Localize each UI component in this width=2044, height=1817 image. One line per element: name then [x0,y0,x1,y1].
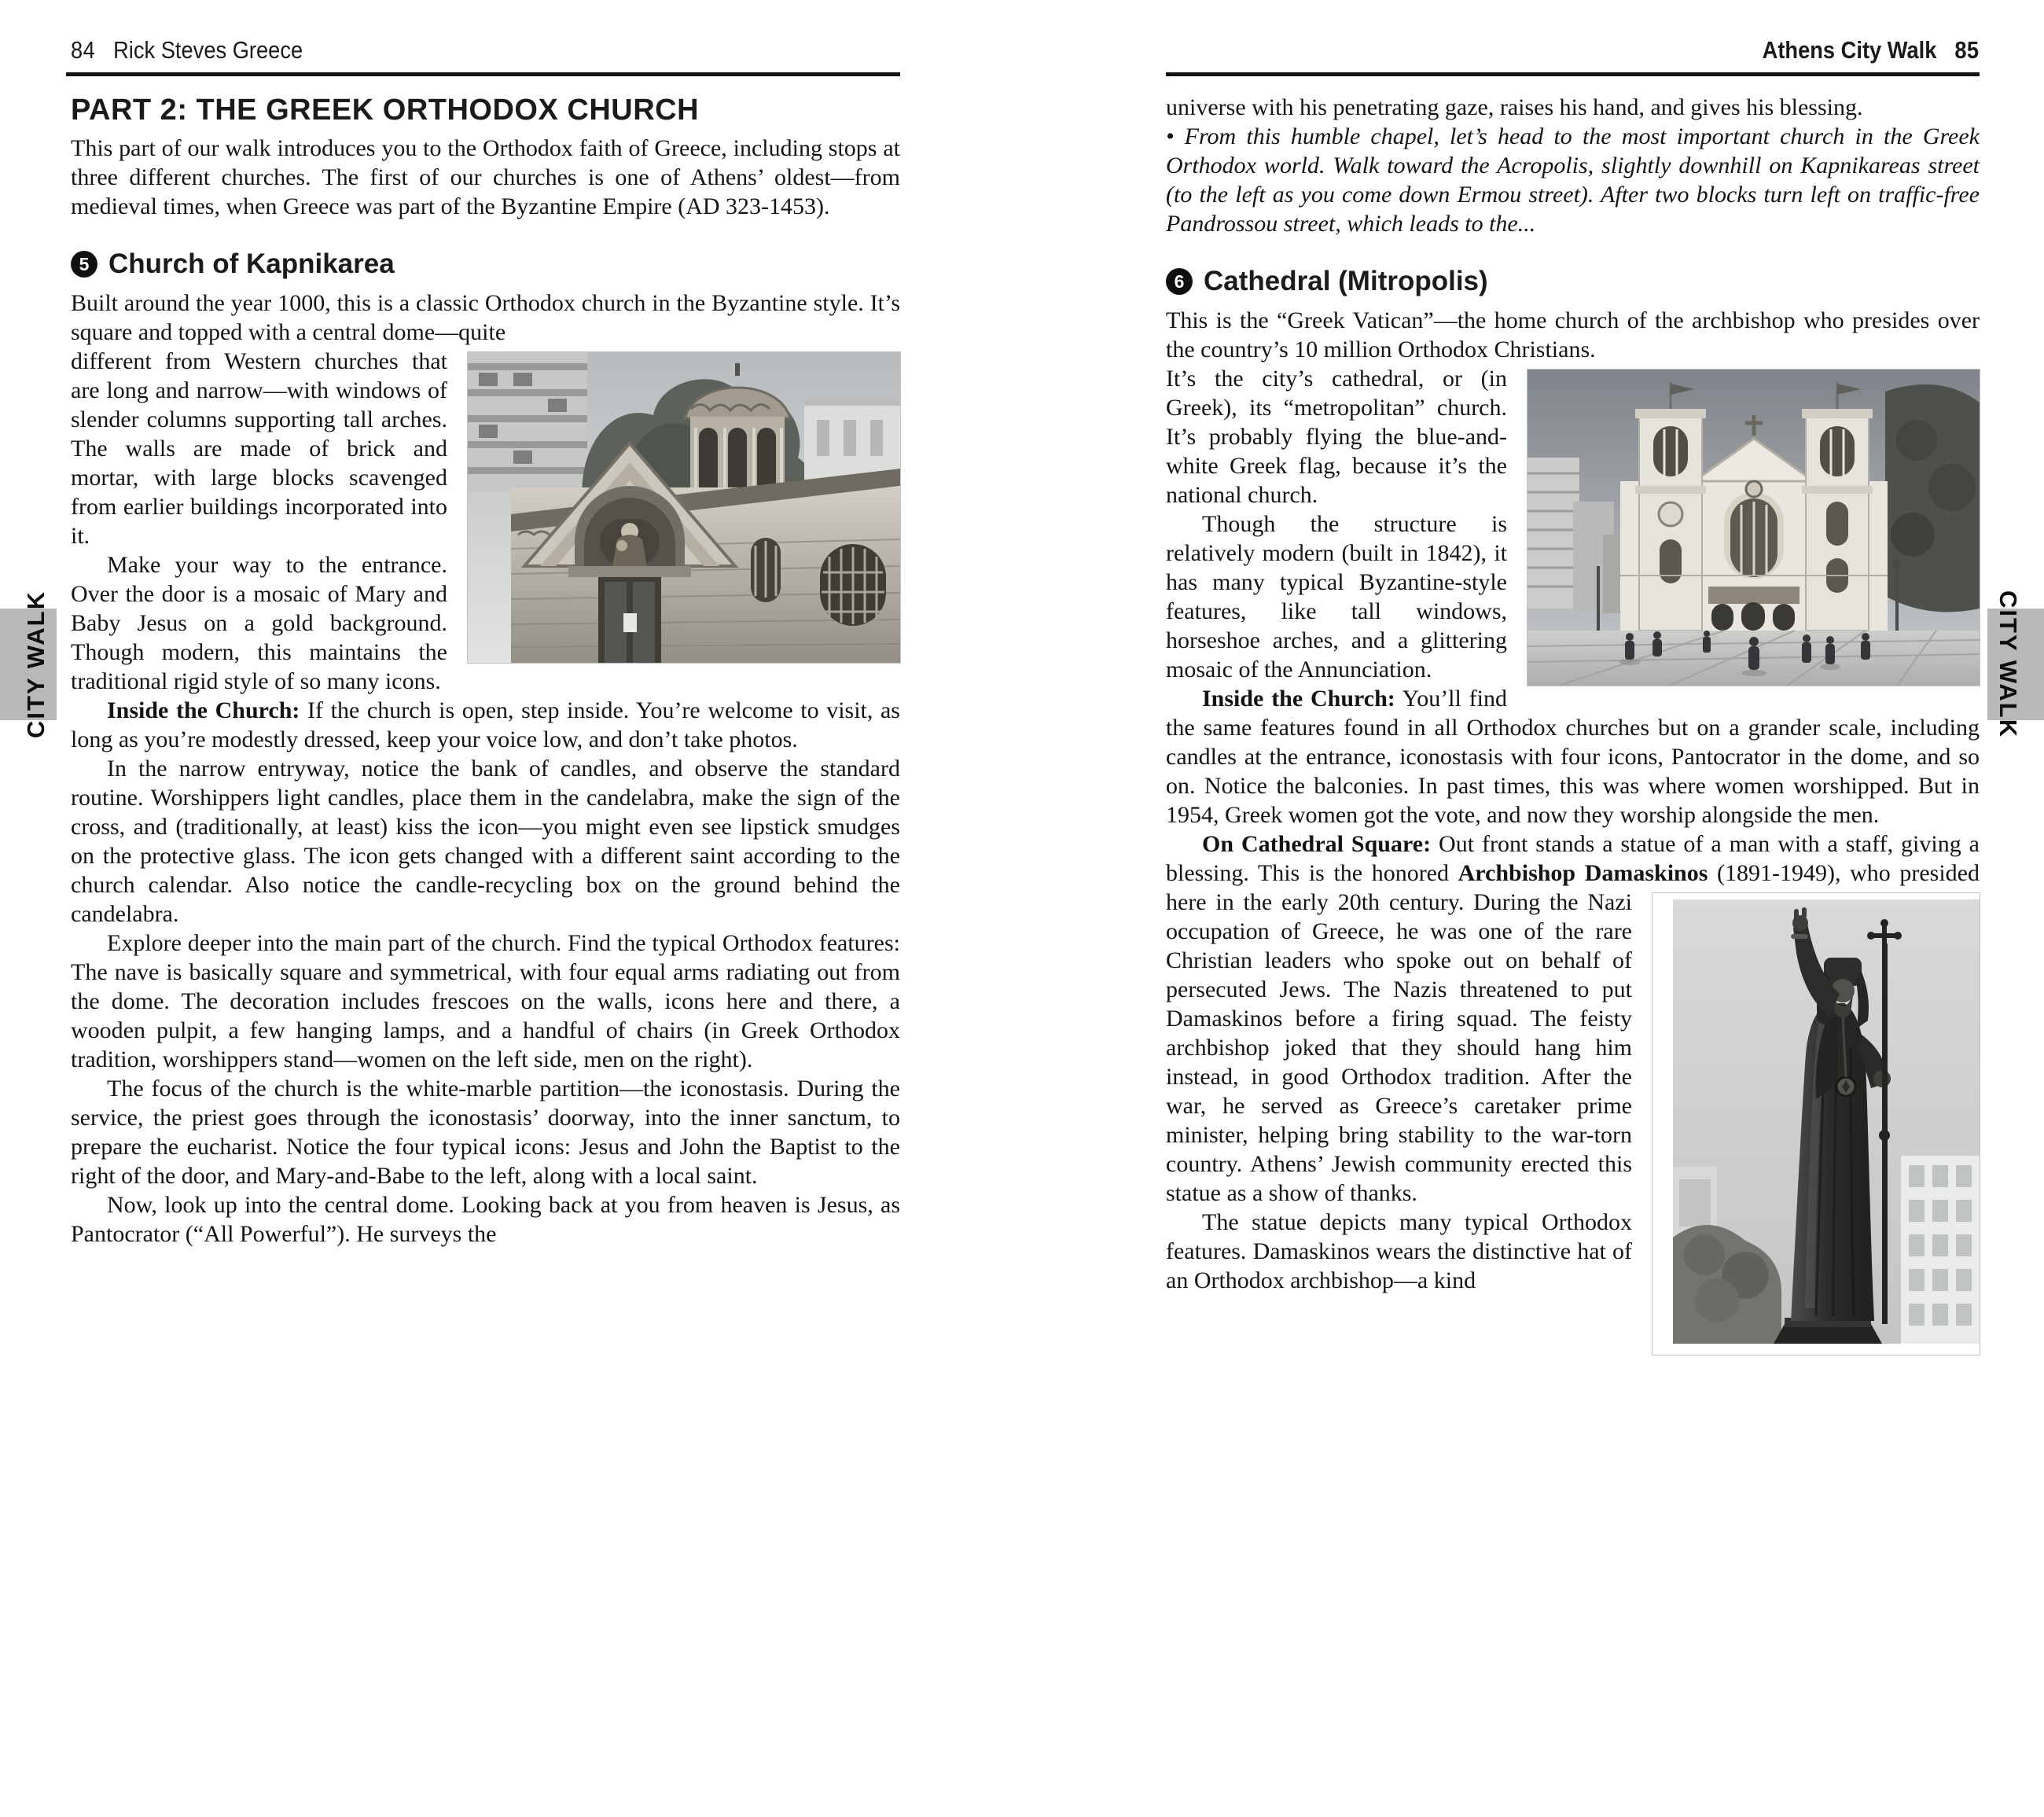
stop-title: Church of Kapnikarea [108,248,395,279]
kapnikarea-paragraph-6: The focus of the church is the white-marble partition—the iconostasis. During the service, the priest goes through the iconostasis’ doorway, into the inner sanctum, to prepare the eucharist. Notice the four typical icons: Jesus and John the Baptist to the right of the door, and Mary-and-Babe to the left, along with a local saint. [71,1076,900,1189]
stop-heading-kapnikarea [71,248,900,281]
header-rule-left [66,72,900,76]
kapnikarea-paragraph-1b [71,347,900,550]
page-number-right: 85 [1954,36,1980,64]
bell-tower-right [1802,409,1873,631]
left-page-column [71,93,900,1249]
walking-directions-note: • From this humble chapel, let’s head to the most important church in the Greek Orthodox world. Walk toward the Acropolis, slightly downhill on Kapnikareas street (to the left as you come down Ermou street). After two blocks turn left on traffic-free Pandrossou street, which leads to the... [1166,123,1980,237]
stop-title: Cathedral (Mitropolis) [1204,266,1488,296]
cathedral-paragraph-4: On Cathedral Square: Out front stands a statue of a man with a staff, giving a blessing. This is the honored Archbishop Damaskinos (1891-1949), who presided here in the early 20th century. During the Nazi occupation of Greece, he was one of the rare Christian leaders who spoke out on behalf of persecuted Jews. The Nazis threatened to put Damaskinos before a firing squad. The feisty archbishop joked that they should hang him instead, in good Orthodox tradition. After the war, he served as Greece’s caretaker prime minister, helping bring stability to the war-torn country. Athens’ Jewish community erected this statue as a show of thanks. [1166,829,1980,1208]
right-page-column [1166,93,1980,1364]
church-door [598,577,661,663]
cathedral-paragraph-1a: This is the “Greek Vatican”—the home church of the archbishop who presides over the country’s 10 million Orthodox Christians. [1166,307,1980,362]
cathedral-paragraph-5: The statue depicts many typical Orthodox features. Damaskinos wears the distinctive hat of an Orthodox archbishop—a kind [1166,1209,1632,1293]
archbishop-damaskinos-bold: Archbishop Damaskinos [1458,860,1708,886]
bell-tower-left [1635,409,1706,631]
madonna-mosaic [600,519,660,566]
cathedral-paragraph-1b [1166,364,1980,509]
kapnikarea-photo-image [468,352,900,663]
statue-photo-image [1673,899,1980,1344]
runin-head-inside-the-church: Inside the Church: [1202,686,1395,712]
kapnikarea-paragraph-1b-text: different from Western churches that are long and narrow—with windows of slender columns supporting tall arches. The walls are made of brick and mortar, with large blocks scavenged from earlier buildings incorporated into it. [71,348,447,549]
damaskinos-statue-photo [1652,893,1980,1355]
city-walk-tab-left-label: CITY WALK [22,590,50,738]
portals [1711,602,1795,631]
chapter-title: Athens City Walk [1763,36,1937,64]
kapnikarea-paragraph-4: In the narrow entryway, notice the bank of candles, and observe the standard routine. Worshippers light candles, place them in the candelabra, make the sign of the cross, and (traditionally, at least) kiss the icon—you might even see lipstick smudges on the protective glass. The icon gets changed with a different saint according to the church calendar. Also notice the candle-recycling box on the ground behind the candelabra. [71,756,900,927]
intro-paragraph: This part of our walk introduces you to the Orthodox faith of Greece, including stops at three different churches. The first of our churches is one of Athens’ oldest—from medieval times, when Greece was part of the Byzantine Empire (AD 323-1453). [71,135,900,219]
stop-number-badge: 5 [71,251,97,278]
cathedral-paragraph-3: Inside the Church: You’ll find the same features found in all Orthodox churches but on a grander scale, including candles at the entrance, iconostasis with four icons, Pantocrator in the dome, and so on. Notice the balconies. In past times, this was where women worshipped. But in 1954, Greek women got the vote, and now they worship alongside the men. [1166,686,1980,828]
city-walk-tab-right-label: CITY WALK [1994,590,2022,738]
stop-number-badge: 6 [1166,268,1193,295]
kapnikarea-paragraph-7: Now, look up into the central dome. Looking back at you from heaven is Jesus, as Pantocrator (“All Powerful”). He surveys the [71,1192,900,1247]
runin-head-inside-the-church: Inside the Church: [107,697,300,723]
cathedral-facade [1620,382,1888,631]
kapnikarea-photo [468,352,900,663]
kapnikarea-paragraph-2: Make your way to the entrance. Over the door is a mosaic of Mary and Baby Jesus on a gold background. Though modern, this maintains the traditional rigid style of so many icons. [71,552,447,694]
header-rule-right [1166,72,1980,76]
cathedral-photo [1527,370,1980,686]
running-head-right [1166,35,1980,66]
kapnikarea-paragraph-3: Inside the Church: If the church is open, step inside. You’re welcome to visit, as long as you’re modestly dressed, keep your voice low, and don’t take photos. [71,697,900,752]
kapnikarea-paragraph-5: Explore deeper into the main part of the church. Find the typical Orthodox features: The nave is basically square and symmetrical, with four equal arms radiating out from the dome. The decoration includes frescoes on the walls, icons here and there, a wooden pulpit, a few hanging lamps, and a handful of chairs (in Greek Orthodox tradition, worshippers stand—women on the left side, men on the right). [71,930,900,1072]
page-number-left: 84 [71,36,96,64]
kapnikarea-paragraph-1a: Built around the year 1000, this is a classic Orthodox church in the Byzantine style. It’s square and topped with a central dome—quite [71,290,900,345]
runin-head-on-cathedral-square: On Cathedral Square: [1202,831,1432,857]
cathedral-paragraph-2: Though the structure is relatively modern (built in 1842), it has many typical Byzantine-style features, like tall windows, horseshoe arches, and a glittering mosaic of the Annunciation. [1166,511,1507,682]
book-title: Rick Steves Greece [113,36,303,64]
office-building-right [1901,1149,1980,1344]
cathedral-paragraph-1b-text: It’s the city’s cathedral, or (in Greek), its “metropolitan” church. It’s probably flying the blue-and-white Greek flag, because it’s the national church. [1166,366,1507,508]
background-building-left [468,352,587,492]
part-heading: PART 2: THE GREEK ORTHODOX CHURCH [71,94,700,127]
running-head-left [71,35,303,66]
stop-heading-cathedral [1166,265,1980,298]
cathedral-photo-image [1527,370,1980,686]
continuation-paragraph: universe with his penetrating gaze, raises his hand, and gives his blessing. [1166,94,1863,120]
trees-right [1885,384,1980,612]
